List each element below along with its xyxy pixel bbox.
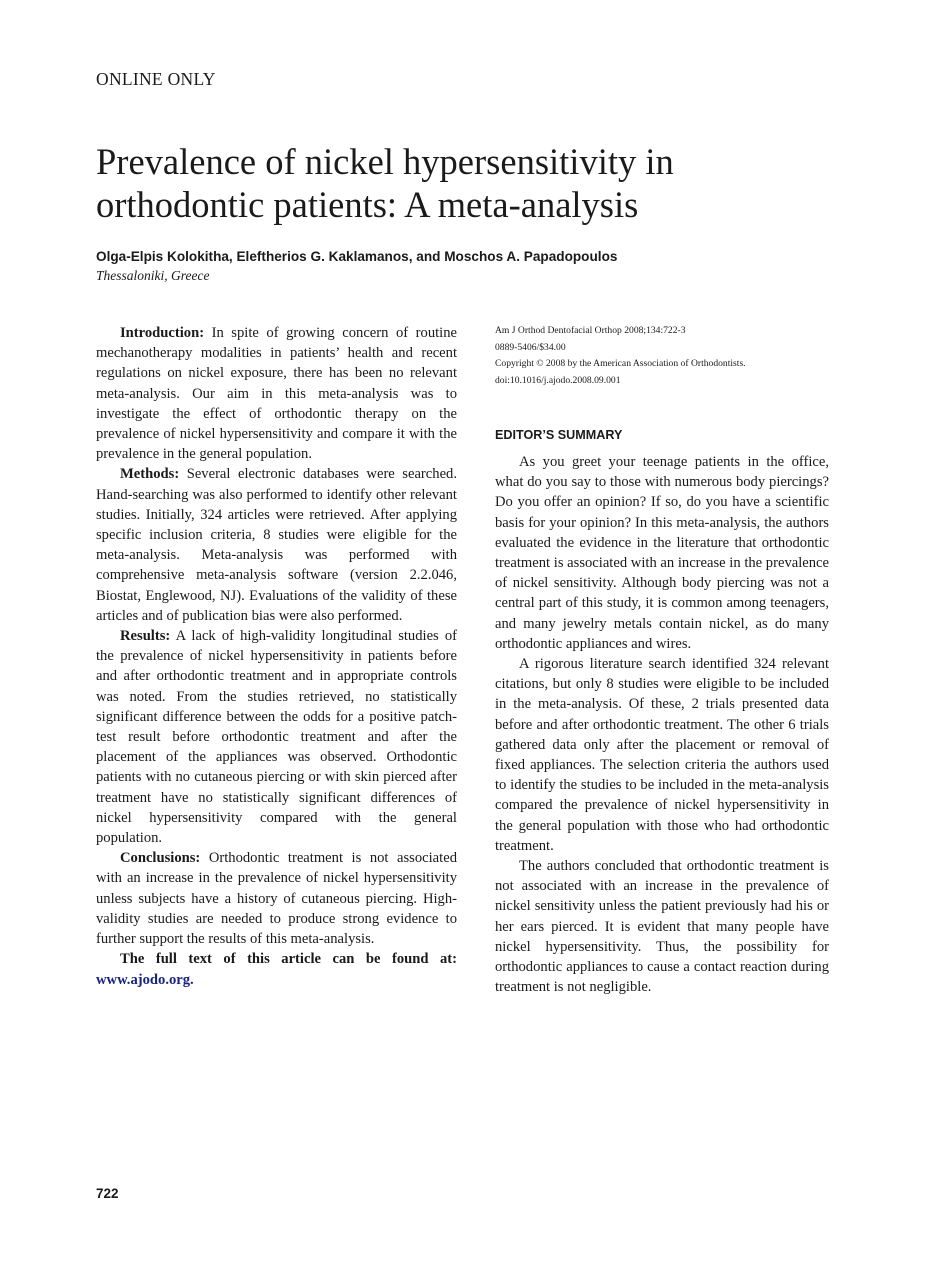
paragraph-text: Orthodontic treatment is not associated with an increase in the prevalence of nickel hypersensitivity unless subjects have a history of cutaneous piercing. High-validity studies are needed to produce strong evidence to further support the results of this meta-analysis.: [96, 850, 457, 948]
abstract-results: [96, 626, 457, 848]
full-text-label: The full text of this article can be found at:: [120, 951, 457, 968]
abstract: [96, 323, 457, 990]
page-number: 722: [96, 1186, 119, 1201]
editors-summary: [495, 452, 829, 997]
issn: 0889-5406/$34.00: [495, 341, 566, 353]
journal-link[interactable]: www.ajodo.org.: [96, 971, 194, 988]
section-label: ONLINE ONLY: [96, 69, 216, 89]
summary-paragraph: The authors concluded that orthodontic treatment is not associated with an increase in the prevalence of nickel sensitivity unless the patient previously had his or her ears pierced. It is evident that many people have nickel hypersensitivity. Thus, the possibility for orthodontic appliances to cause a contact reaction during treatment is not negligible.: [495, 858, 829, 996]
summary-paragraph: A rigorous literature search identified 324 relevant citations, but only 8 studies were eligible to be included in the meta-analysis. Of these, 2 trials presented data before and after orthodontic treatment. The other 6 trials gathered data only after the placement or removal of fixed appliances. The selection criteria the authors used to identify the studies to be included in the meta-analysis compared the prevalence of nickel hypersensitivity in the general population with those who had orthodontic treatment.: [495, 656, 829, 854]
abstract-methods: [96, 464, 457, 626]
abstract-conclusions: [96, 848, 457, 949]
paragraph-text: Several electronic databases were searched. Hand-searching was also performed to identify other relevant studies. Initially, 324 articles were retrieved. After applying specific inclusion criteria, 8 studies were eligible for the meta-analysis. Meta-analysis was performed with comprehensive meta-analysis software (version 2.2.046, Biostat, Englewood, NJ). Evaluations of the validity of these articles and of publication bias were also performed.: [96, 466, 457, 624]
section-label: Methods:: [120, 466, 180, 483]
section-label: Conclusions:: [120, 850, 201, 867]
editors-summary-heading: EDITOR’S SUMMARY: [495, 428, 623, 442]
affiliation: Thessaloniki, Greece: [96, 268, 210, 283]
paragraph-text: In spite of growing concern of routine mechanotherapy modalities in patients’ health and recent regulations on nickel exposure, there has been no relevant meta-analysis. Our aim in this meta-analysis was to investigate the effect of orthodontic therapy on the prevalence of nickel hypersensitivity and compare it with the prevalence in the general population.: [96, 325, 457, 463]
doi: doi:10.1016/j.ajodo.2008.09.001: [495, 374, 621, 386]
summary-paragraph: As you greet your teenage patients in the office, what do you say to those with numerous body piercings? Do you offer an opinion? If so, do you have a scientific basis for your opinion? In this meta-analysis, the authors evaluated the evidence in the literature that orthodontic treatment is associated with an increase in the prevalence of nickel sensitivity. Although body piercing was not a central part of this study, it is common among teenagers, and many jewelry metals contain nickel, as do many orthodontic appliances and wires.: [495, 454, 829, 652]
copyright: Copyright © 2008 by the American Association of Orthodontists.: [495, 358, 746, 369]
citation: Am J Orthod Dentofacial Orthop 2008;134:722-3: [495, 325, 686, 336]
section-label: Results:: [120, 628, 171, 645]
abstract-introduction: [96, 323, 457, 464]
title-line: Prevalence of nickel hypersensitivity in: [96, 141, 674, 182]
article-metadata: [495, 323, 746, 389]
paragraph-text: A lack of high-validity longitudinal studies of the prevalence of nickel hypersensitivity in patients before and after orthodontic treatment and in appropriate controls was noted. From the studies retrieved, no statistically significant difference between the odds for a positive patch-test result before orthodontic treatment and after the placement of the appliances was observed. Orthodontic patients with no cutaneous piercing or with skin pierced after treatment have no statistically significant differences of nickel hypersensitivity compared with the general population.: [96, 628, 457, 847]
title-line: orthodontic patients: A meta-analysis: [96, 184, 639, 225]
article-title: [96, 140, 856, 226]
authors: Olga-Elpis Kolokitha, Eleftherios G. Kaklamanos, and Moschos A. Papadopoulos: [96, 249, 618, 264]
section-label: Introduction:: [120, 325, 205, 341]
full-text-note: [96, 949, 457, 969]
